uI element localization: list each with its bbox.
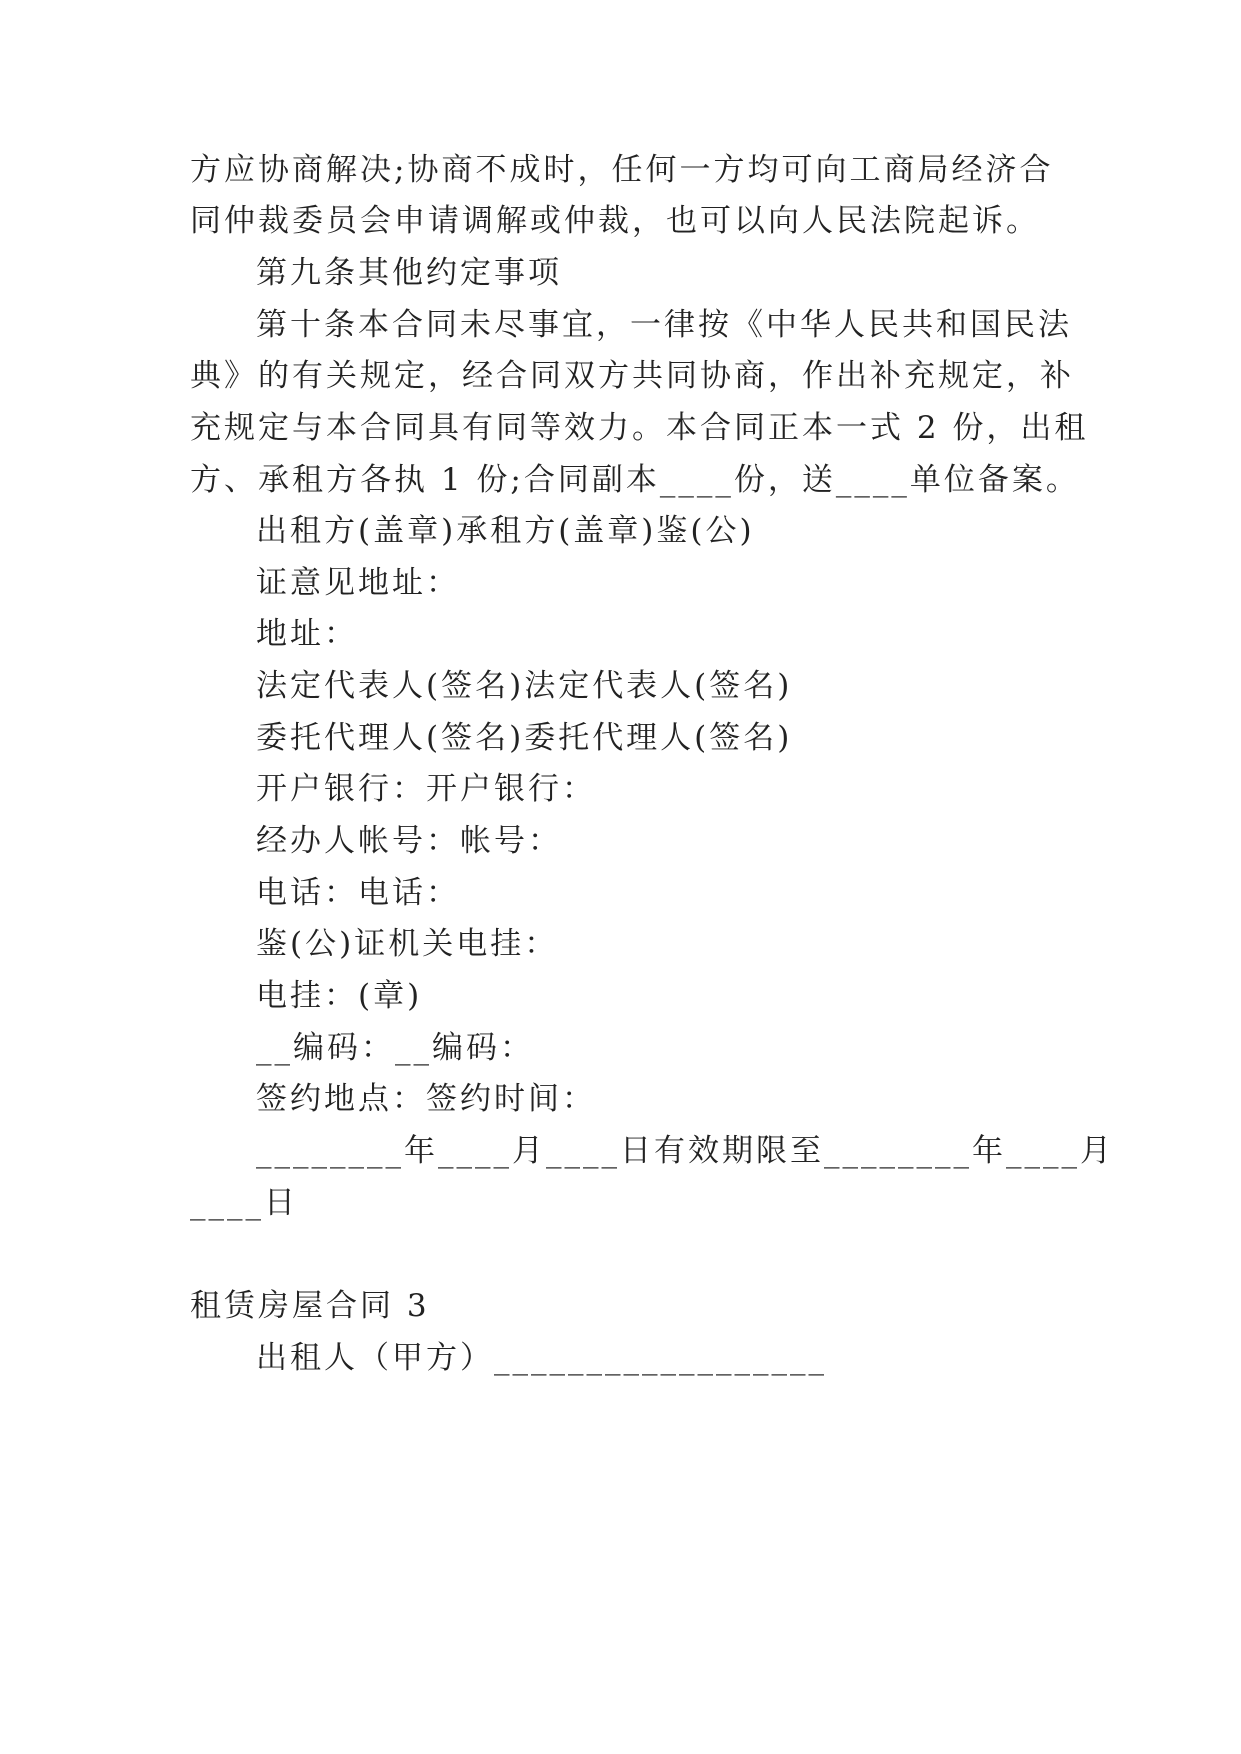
signature-line: 委托代理人(签名)委托代理人(签名) xyxy=(256,720,793,756)
paragraph-line: 充规定与本合同具有同等效力。本合同正本一式 2 份，出租 xyxy=(190,410,1089,446)
paragraph-line: 同仲裁委员会申请调解或仲裁，也可以向人民法院起诉。 xyxy=(190,203,1040,239)
paragraph-line: 第十条本合同未尽事宜，一律按《中华人民共和国民法 xyxy=(256,307,1072,343)
lessor-line: 出租人（甲方）__________________ xyxy=(256,1340,827,1376)
signature-line: 开户银行：开户银行： xyxy=(256,771,596,807)
signature-line: 电话：电话： xyxy=(256,875,460,911)
signature-line: 法定代表人(签名)法定代表人(签名) xyxy=(256,668,793,704)
signature-line: 鉴(公)证机关电挂： xyxy=(256,926,559,962)
validity-line: ________年____月____日有效期限至________年____月 xyxy=(256,1133,1114,1169)
validity-line: ____日 xyxy=(190,1185,298,1221)
signature-line: 出租方(盖章)承租方(盖章)鉴(公) xyxy=(256,513,755,549)
section-title: 租赁房屋合同 3 xyxy=(190,1288,430,1324)
signature-line: 电挂：(章) xyxy=(256,978,423,1014)
signature-line: 地址： xyxy=(256,616,358,652)
signature-line: 证意见地址： xyxy=(256,565,460,601)
paragraph-line: 典》的有关规定，经合同双方共同协商，作出补充规定，补 xyxy=(190,358,1074,394)
paragraph-line: 方应协商解决;协商不成时，任何一方均可向工商局经济合 xyxy=(190,152,1054,188)
signature-line: 签约地点：签约时间： xyxy=(256,1081,596,1117)
article-nine-heading: 第九条其他约定事项 xyxy=(256,255,562,291)
paragraph-line: 方、承租方各执 1 份;合同副本____份，送____单位备案。 xyxy=(190,462,1080,498)
signature-line: 经办人帐号：帐号： xyxy=(256,823,562,859)
signature-line: __编码：__编码： xyxy=(256,1030,534,1066)
